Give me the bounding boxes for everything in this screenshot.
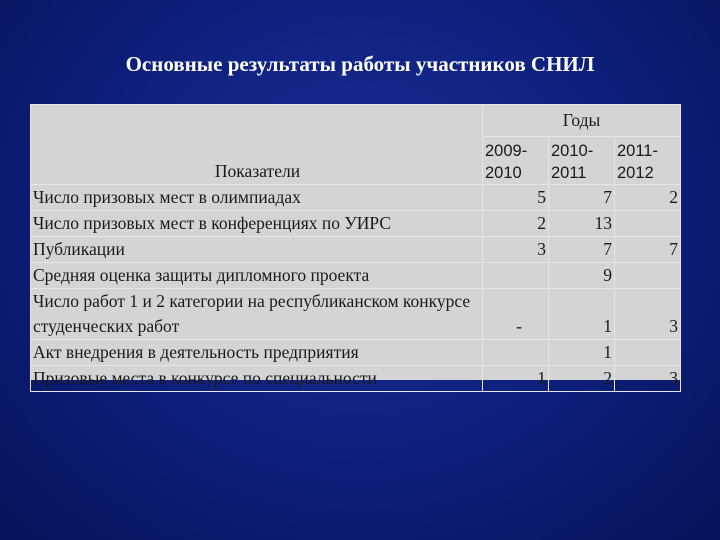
cell-value: 13 bbox=[549, 211, 615, 237]
cell-value: 3 bbox=[483, 237, 549, 263]
results-table bbox=[30, 104, 680, 388]
row-label: Число призовых мест в олимпиадах bbox=[31, 185, 483, 211]
cell-value bbox=[615, 211, 681, 237]
years-header: Годы bbox=[483, 105, 681, 137]
row-label: Средняя оценка защиты дипломного проекта bbox=[31, 263, 483, 289]
cell-value: 1 bbox=[549, 340, 615, 366]
row-label: Акт внедрения в деятельность предприятия bbox=[31, 340, 483, 366]
table-row bbox=[31, 340, 681, 366]
slide-title: Основные результаты работы участников СНИЛ bbox=[125, 52, 595, 76]
table-row bbox=[31, 237, 681, 263]
table-row bbox=[31, 366, 681, 392]
cell-value: 1 bbox=[549, 289, 615, 340]
year-header-2009-2010: 2009- 2010 bbox=[483, 137, 549, 185]
table-row bbox=[31, 289, 681, 340]
year-header-2011-2012: 2011- 2012 bbox=[615, 137, 681, 185]
cell-value: 2 bbox=[483, 211, 549, 237]
cell-value bbox=[483, 340, 549, 366]
cell-value: 1 bbox=[483, 366, 549, 392]
cell-value bbox=[615, 263, 681, 289]
table-row bbox=[31, 211, 681, 237]
cell-value: 7 bbox=[549, 185, 615, 211]
cell-value: 5 bbox=[483, 185, 549, 211]
cell-value: 3 bbox=[615, 289, 681, 340]
row-label: Публикации bbox=[31, 237, 483, 263]
cell-value: - bbox=[483, 289, 549, 340]
cell-value: 3 bbox=[615, 366, 681, 392]
cell-value: 7 bbox=[549, 237, 615, 263]
cell-value: 2 bbox=[549, 366, 615, 392]
table-row bbox=[31, 185, 681, 211]
row-label: Призовые места в конкурсе по специальности bbox=[31, 366, 483, 392]
cell-value: 2 bbox=[615, 185, 681, 211]
indicator-header: Показатели bbox=[31, 105, 483, 185]
year-header-2010-2011: 2010- 2011 bbox=[549, 137, 615, 185]
cell-value: 7 bbox=[615, 237, 681, 263]
cell-value bbox=[483, 263, 549, 289]
cell-value bbox=[615, 340, 681, 366]
table-row bbox=[31, 263, 681, 289]
row-label: Число призовых мест в конференциях по УИРС bbox=[31, 211, 483, 237]
row-label: Число работ 1 и 2 категории на республиканском конкурсе студенческих работ bbox=[31, 289, 483, 340]
cell-value: 9 bbox=[549, 263, 615, 289]
